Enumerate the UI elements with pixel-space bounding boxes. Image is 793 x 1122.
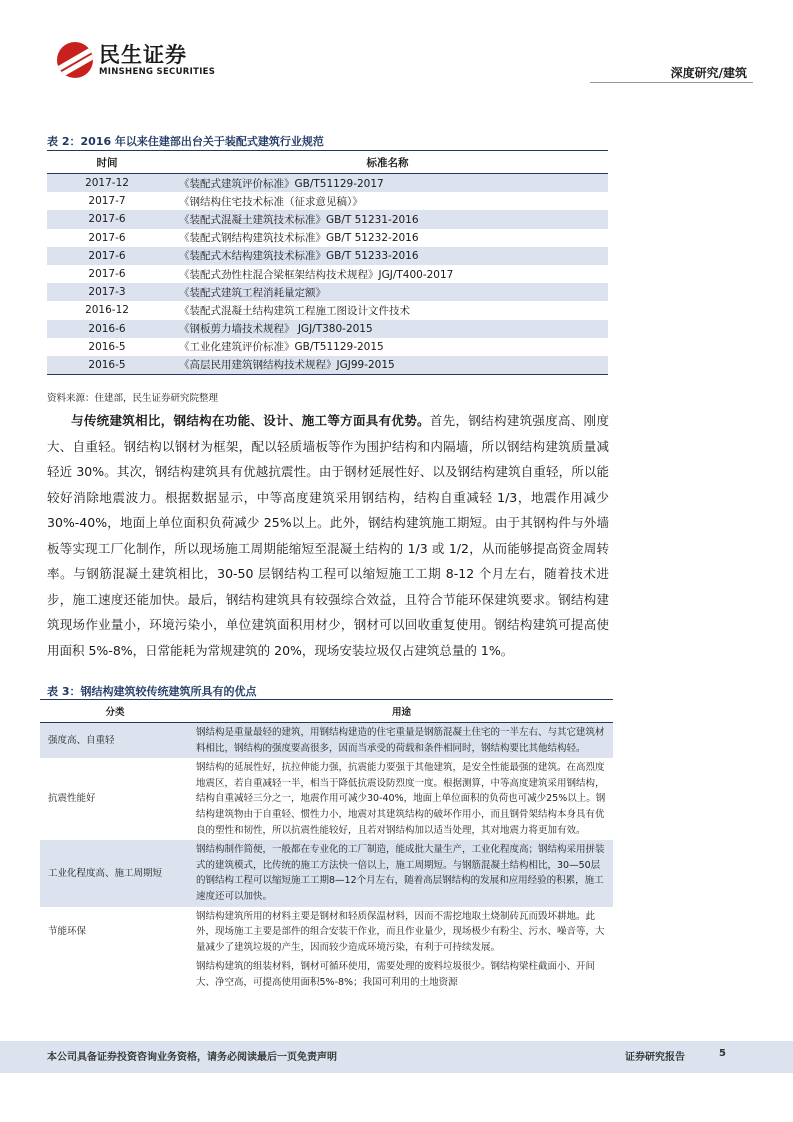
table2-name-cell: 《装配式钢结构建筑技术标准》GB/T 51232-2016: [179, 232, 419, 245]
logo-cn-text: 民生证券: [99, 43, 187, 67]
table3-category-cell: [40, 957, 190, 992]
table2-time-cell: 2016-5: [47, 356, 167, 375]
table3-text-cell: 钢结构制作简便，一般都在专业化的工厂制造，能成批大量生产，工业化程度高；钢结构采用拼装式的建筑模式，比传统的施工方法快一倍以上，施工周期短。与钢筋混凝土结构相比，30—50层的钢结构工程可以缩短施工工期8—12个月左右，随着高层钢结构的发展和应用经验的积累，施工速度还可以加快。: [190, 840, 613, 906]
table2-header-name: 标准名称: [167, 151, 608, 174]
table-row: [47, 192, 608, 210]
table3-category-cell: 抗震性能好: [48, 793, 96, 805]
table-row: [40, 907, 613, 958]
table2: [47, 150, 608, 375]
table2-name-cell: 《装配式建筑工程消耗量定额》: [167, 283, 608, 301]
table2-time-cell: 2017-12: [47, 174, 167, 193]
table2-name-cell: 《装配式木结构建筑技术标准》GB/T 51233-2016: [167, 247, 608, 265]
table3-header-category: 分类: [40, 700, 190, 723]
table-row: [40, 957, 613, 992]
table-row: [40, 723, 613, 759]
page-number: 5: [719, 1048, 726, 1059]
table2-name-cell: 《装配式混凝土结构建筑工程施工图设计文件技术: [179, 304, 410, 317]
table3-text-cell: 钢结构是重量最轻的建筑，用钢结构建造的住宅重量是钢筋混凝土住宅的一半左右、与其它建筑材料相比，钢结构的强度要高很多，因而当承受的荷载和条件相同时，钢结构要比其他结构轻。: [190, 723, 613, 759]
table2-header-time: 时间: [47, 151, 167, 174]
table-row: [47, 229, 608, 247]
table3-text-cell: 钢结构的延展性好，抗拉伸能力强，抗震能力要强于其他建筑，是安全性能最强的建筑。在高烈度地震区，若自重减轻一半，相当于降低抗震设防烈度一度。根据测算，中等高度建筑采用钢结构，结构自重减轻三分之一，地震作用可减少30-40%，地面上单位面积的负荷也可减少25%以上。钢结构建筑物由于自重轻、惯性力小，地震对其建筑结构的破坏作用小，而且钢骨架结构本身具有优良的塑性和韧性，所以抗震性能较好，且若对钢结构加以适当处理，其对地震力将更加有效。: [196, 762, 606, 836]
paragraph-lead: 与传统建筑相比，钢结构在功能、设计、施工等方面具有优势。: [71, 413, 430, 428]
table-row: [40, 840, 613, 906]
table2-caption: 表 2：2016 年以来住建部出台关于装配式建筑行业规范: [47, 135, 324, 148]
table2-name-cell: 《工业化建筑评价标准》GB/T51129-2015: [179, 341, 384, 354]
logo-icon: [57, 42, 93, 78]
table3-caption: 表 3：钢结构建筑较传统建筑所具有的优点: [47, 685, 257, 698]
table2-name-cell: 《钢板剪力墙技术规程》 JGJ/T380-2015: [167, 320, 608, 338]
table-row: [47, 356, 608, 375]
logo-en-text: MINSHENG SECURITIES: [99, 67, 216, 77]
header-divider: [590, 82, 753, 83]
body-paragraph: [47, 408, 609, 663]
table3-category-cell: 强度高、自重轻: [40, 723, 190, 759]
table2-time-cell: 2017-6: [47, 210, 167, 228]
table2-name-cell: 《装配式混凝土建筑技术标准》GB/T 51231-2016: [167, 210, 608, 228]
table2-time-cell: 2017-6: [47, 247, 167, 265]
table-row: [47, 174, 608, 193]
table3-category-cell: 节能环保: [48, 926, 87, 938]
table2-time-cell: 2016-5: [88, 340, 126, 353]
table-row: [47, 320, 608, 338]
table-row: [47, 283, 608, 301]
table3-header-usage: 用途: [190, 700, 613, 723]
table2-time-cell: 2016-6: [47, 320, 167, 338]
table3-text-cell: 钢结构建筑的组装材料，钢材可循环使用，需要处理的废料垃圾很少。钢结构梁柱截面小、开间大、净空高，可提高使用面积5%-8%；我国可利用的土地资源: [196, 961, 596, 988]
table3-category-cell: 工业化程度高、施工周期短: [40, 840, 190, 906]
company-logo: [57, 42, 215, 78]
table2-name-cell: 《钢结构住宅技术标准（征求意见稿）》: [179, 195, 363, 208]
table-row: [47, 210, 608, 228]
table-row: [47, 247, 608, 265]
section-title: 深度研究/建筑: [670, 66, 747, 80]
table2-time-cell: 2017-3: [47, 283, 167, 301]
table2-source: 资料来源：住建部，民生证券研究院整理: [47, 393, 219, 404]
table2-time-cell: 2017-6: [88, 268, 126, 281]
table2-time-cell: 2016-12: [85, 304, 129, 317]
footer-disclaimer: 本公司具备证券投资咨询业务资格，请务必阅读最后一页免责声明: [47, 1052, 337, 1063]
table3-text-cell: 钢结构建筑所用的材料主要是钢材和轻质保温材料，因而不需挖地取土烧制砖瓦而毁坏耕地。此外，现场施工主要是部件的组合安装干作业，而且作业量少，现场极少有粉尘、污水、噪音等，大量减少了建筑垃圾的产生，因而较少造成环境污染，有利于可持续发展。: [196, 910, 605, 953]
table-row: [40, 758, 613, 840]
table-row: [47, 301, 608, 319]
footer-report-type: 证券研究报告: [625, 1052, 685, 1063]
table2-name-cell: 《装配式建筑评价标准》GB/T51129-2017: [167, 174, 608, 193]
table2-name-cell: 《高层民用建筑钢结构技术规程》JGJ99-2015: [167, 356, 608, 375]
table3: [40, 699, 613, 993]
table2-time-cell: 2017-6: [88, 231, 126, 244]
table2-name-cell: 《装配式劲性柱混合梁框架结构技术规程》JGJ/T400-2017: [179, 268, 454, 281]
table2-time-cell: 2017-7: [88, 195, 126, 208]
table-row: [47, 338, 608, 356]
paragraph-body: 首先，钢结构建筑强度高、刚度大、自重轻。钢结构以钢材为框架，配以轻质墙板等作为围护结构和内隔墙，所以钢结构建筑质量减轻近 30%。其次，钢结构建筑具有优越抗震性。由于钢材延展性好、以及钢结构建筑自重轻，所以能较好消除地震波力。根据数据显示，中等高度建筑采用钢结构，结构自重减轻 1/3，地震作用减少 30%-40%，地面上单位面积负荷减少 25%以上。此外，钢结构建筑施工期短。由于其钢构件与外墙板等实现工厂化制作，所以现场施工周期能缩短至混凝土结构的 1/3 或 1/2，从而能够提高资金周转率。与钢筋混凝土建筑相比，30-50 层钢结构工程可以缩短施工工期 8-12 个月左右，随着技术进步，施工速度还能加快。最后，钢结构建筑具有较强综合效益，且符合节能环保建筑要求。钢结构建筑现场作业量小，环境污染小，单位建筑面积用材少，钢材可以回收重复使用。钢结构建筑可提高使用面积 5%-8%，日常能耗为常规建筑的 20%，现场安装垃圾仅占建筑总量的 1%。: [47, 413, 609, 658]
table-row: [47, 265, 608, 283]
